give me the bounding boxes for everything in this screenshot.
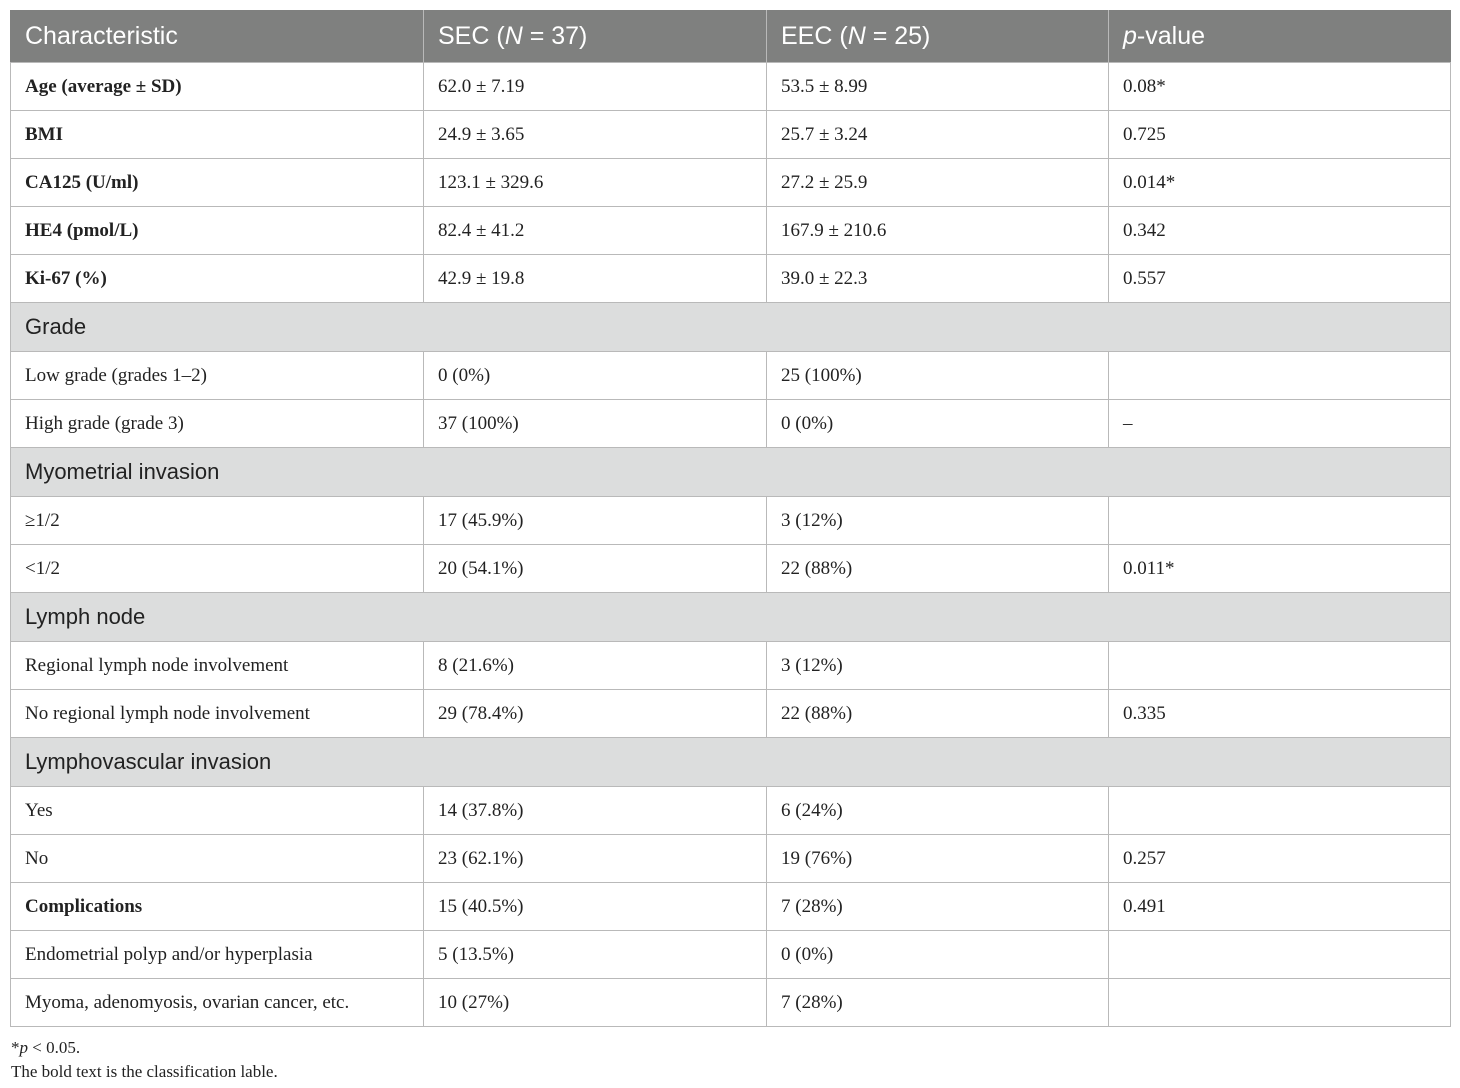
section-heading: Grade: [11, 303, 1451, 352]
sec-value: 5 (13.5%): [424, 931, 767, 979]
p-value: [1109, 979, 1451, 1027]
p-value: 0.014*: [1109, 159, 1451, 207]
p-value: 0.725: [1109, 111, 1451, 159]
table-row: [11, 883, 1451, 931]
row-label: No regional lymph node involvement: [11, 690, 424, 738]
table-row: [11, 255, 1451, 303]
p-value: 0.342: [1109, 207, 1451, 255]
table-footnotes: [11, 1036, 278, 1084]
sec-value: 14 (37.8%): [424, 787, 767, 835]
table-row: [11, 690, 1451, 738]
section-heading: Lymphovascular invasion: [11, 738, 1451, 787]
table-row: [11, 835, 1451, 883]
row-label: Endometrial polyp and/or hyperplasia: [11, 931, 424, 979]
eec-value: 19 (76%): [767, 835, 1109, 883]
p-value: –: [1109, 400, 1451, 448]
row-label: BMI: [11, 111, 424, 159]
p-value: [1109, 787, 1451, 835]
row-label: High grade (grade 3): [11, 400, 424, 448]
p-value: [1109, 352, 1451, 400]
eec-value: 25 (100%): [767, 352, 1109, 400]
table-row: [11, 159, 1451, 207]
eec-value: 6 (24%): [767, 787, 1109, 835]
sec-value: 15 (40.5%): [424, 883, 767, 931]
sec-value: 8 (21.6%): [424, 642, 767, 690]
sec-value: 82.4 ± 41.2: [424, 207, 767, 255]
section-heading: Myometrial invasion: [11, 448, 1451, 497]
row-label: HE4 (pmol/L): [11, 207, 424, 255]
eec-value: 27.2 ± 25.9: [767, 159, 1109, 207]
p-value: 0.335: [1109, 690, 1451, 738]
header-sec: SEC (N = 37): [424, 11, 767, 63]
table-row: [11, 63, 1451, 111]
row-label: Low grade (grades 1–2): [11, 352, 424, 400]
table-row: [11, 497, 1451, 545]
row-label: No: [11, 835, 424, 883]
table-header-row: [11, 11, 1451, 63]
p-value: 0.011*: [1109, 545, 1451, 593]
sec-value: 23 (62.1%): [424, 835, 767, 883]
p-value: [1109, 497, 1451, 545]
characteristics-table: [10, 10, 1451, 1027]
section-row-lymph-node: [11, 593, 1451, 642]
table-row: [11, 400, 1451, 448]
row-label: Age (average ± SD): [11, 63, 424, 111]
row-label: ≥1/2: [11, 497, 424, 545]
header-p-value: p-value: [1109, 11, 1451, 63]
eec-value: 3 (12%): [767, 642, 1109, 690]
section-row-grade: [11, 303, 1451, 352]
sec-value: 20 (54.1%): [424, 545, 767, 593]
significance-footnote: *p < 0.05.: [11, 1038, 81, 1057]
eec-value: 7 (28%): [767, 979, 1109, 1027]
sec-value: 24.9 ± 3.65: [424, 111, 767, 159]
sec-value: 37 (100%): [424, 400, 767, 448]
characteristics-table-container: [10, 10, 1450, 1027]
p-value: [1109, 642, 1451, 690]
sec-value: 29 (78.4%): [424, 690, 767, 738]
p-value: 0.08*: [1109, 63, 1451, 111]
row-label: CA125 (U/ml): [11, 159, 424, 207]
eec-value: 53.5 ± 8.99: [767, 63, 1109, 111]
eec-value: 22 (88%): [767, 545, 1109, 593]
section-heading: Lymph node: [11, 593, 1451, 642]
table-row: [11, 787, 1451, 835]
table-row: [11, 931, 1451, 979]
eec-value: 167.9 ± 210.6: [767, 207, 1109, 255]
sec-value: 123.1 ± 329.6: [424, 159, 767, 207]
eec-value: 39.0 ± 22.3: [767, 255, 1109, 303]
sec-value: 42.9 ± 19.8: [424, 255, 767, 303]
eec-value: 0 (0%): [767, 400, 1109, 448]
header-characteristic: Characteristic: [11, 11, 424, 63]
row-label: Myoma, adenomyosis, ovarian cancer, etc.: [11, 979, 424, 1027]
table-row: [11, 642, 1451, 690]
section-row-myometrial-invasion: [11, 448, 1451, 497]
eec-value: 25.7 ± 3.24: [767, 111, 1109, 159]
sec-value: 62.0 ± 7.19: [424, 63, 767, 111]
row-label: Complications: [11, 883, 424, 931]
sec-value: 10 (27%): [424, 979, 767, 1027]
row-label: Regional lymph node involvement: [11, 642, 424, 690]
sec-value: 0 (0%): [424, 352, 767, 400]
p-value: [1109, 931, 1451, 979]
sec-value: 17 (45.9%): [424, 497, 767, 545]
p-value: 0.557: [1109, 255, 1451, 303]
eec-value: 3 (12%): [767, 497, 1109, 545]
table-row: [11, 111, 1451, 159]
section-row-lymphovascular-invasion: [11, 738, 1451, 787]
row-label: Ki-67 (%): [11, 255, 424, 303]
row-label: <1/2: [11, 545, 424, 593]
row-label: Yes: [11, 787, 424, 835]
eec-value: 0 (0%): [767, 931, 1109, 979]
table-row: [11, 352, 1451, 400]
p-value: 0.257: [1109, 835, 1451, 883]
eec-value: 7 (28%): [767, 883, 1109, 931]
header-eec: EEC (N = 25): [767, 11, 1109, 63]
p-value: 0.491: [1109, 883, 1451, 931]
bold-text-footnote: The bold text is the classification lable.: [11, 1062, 278, 1081]
table-row: [11, 545, 1451, 593]
eec-value: 22 (88%): [767, 690, 1109, 738]
table-row: [11, 207, 1451, 255]
table-row: [11, 979, 1451, 1027]
